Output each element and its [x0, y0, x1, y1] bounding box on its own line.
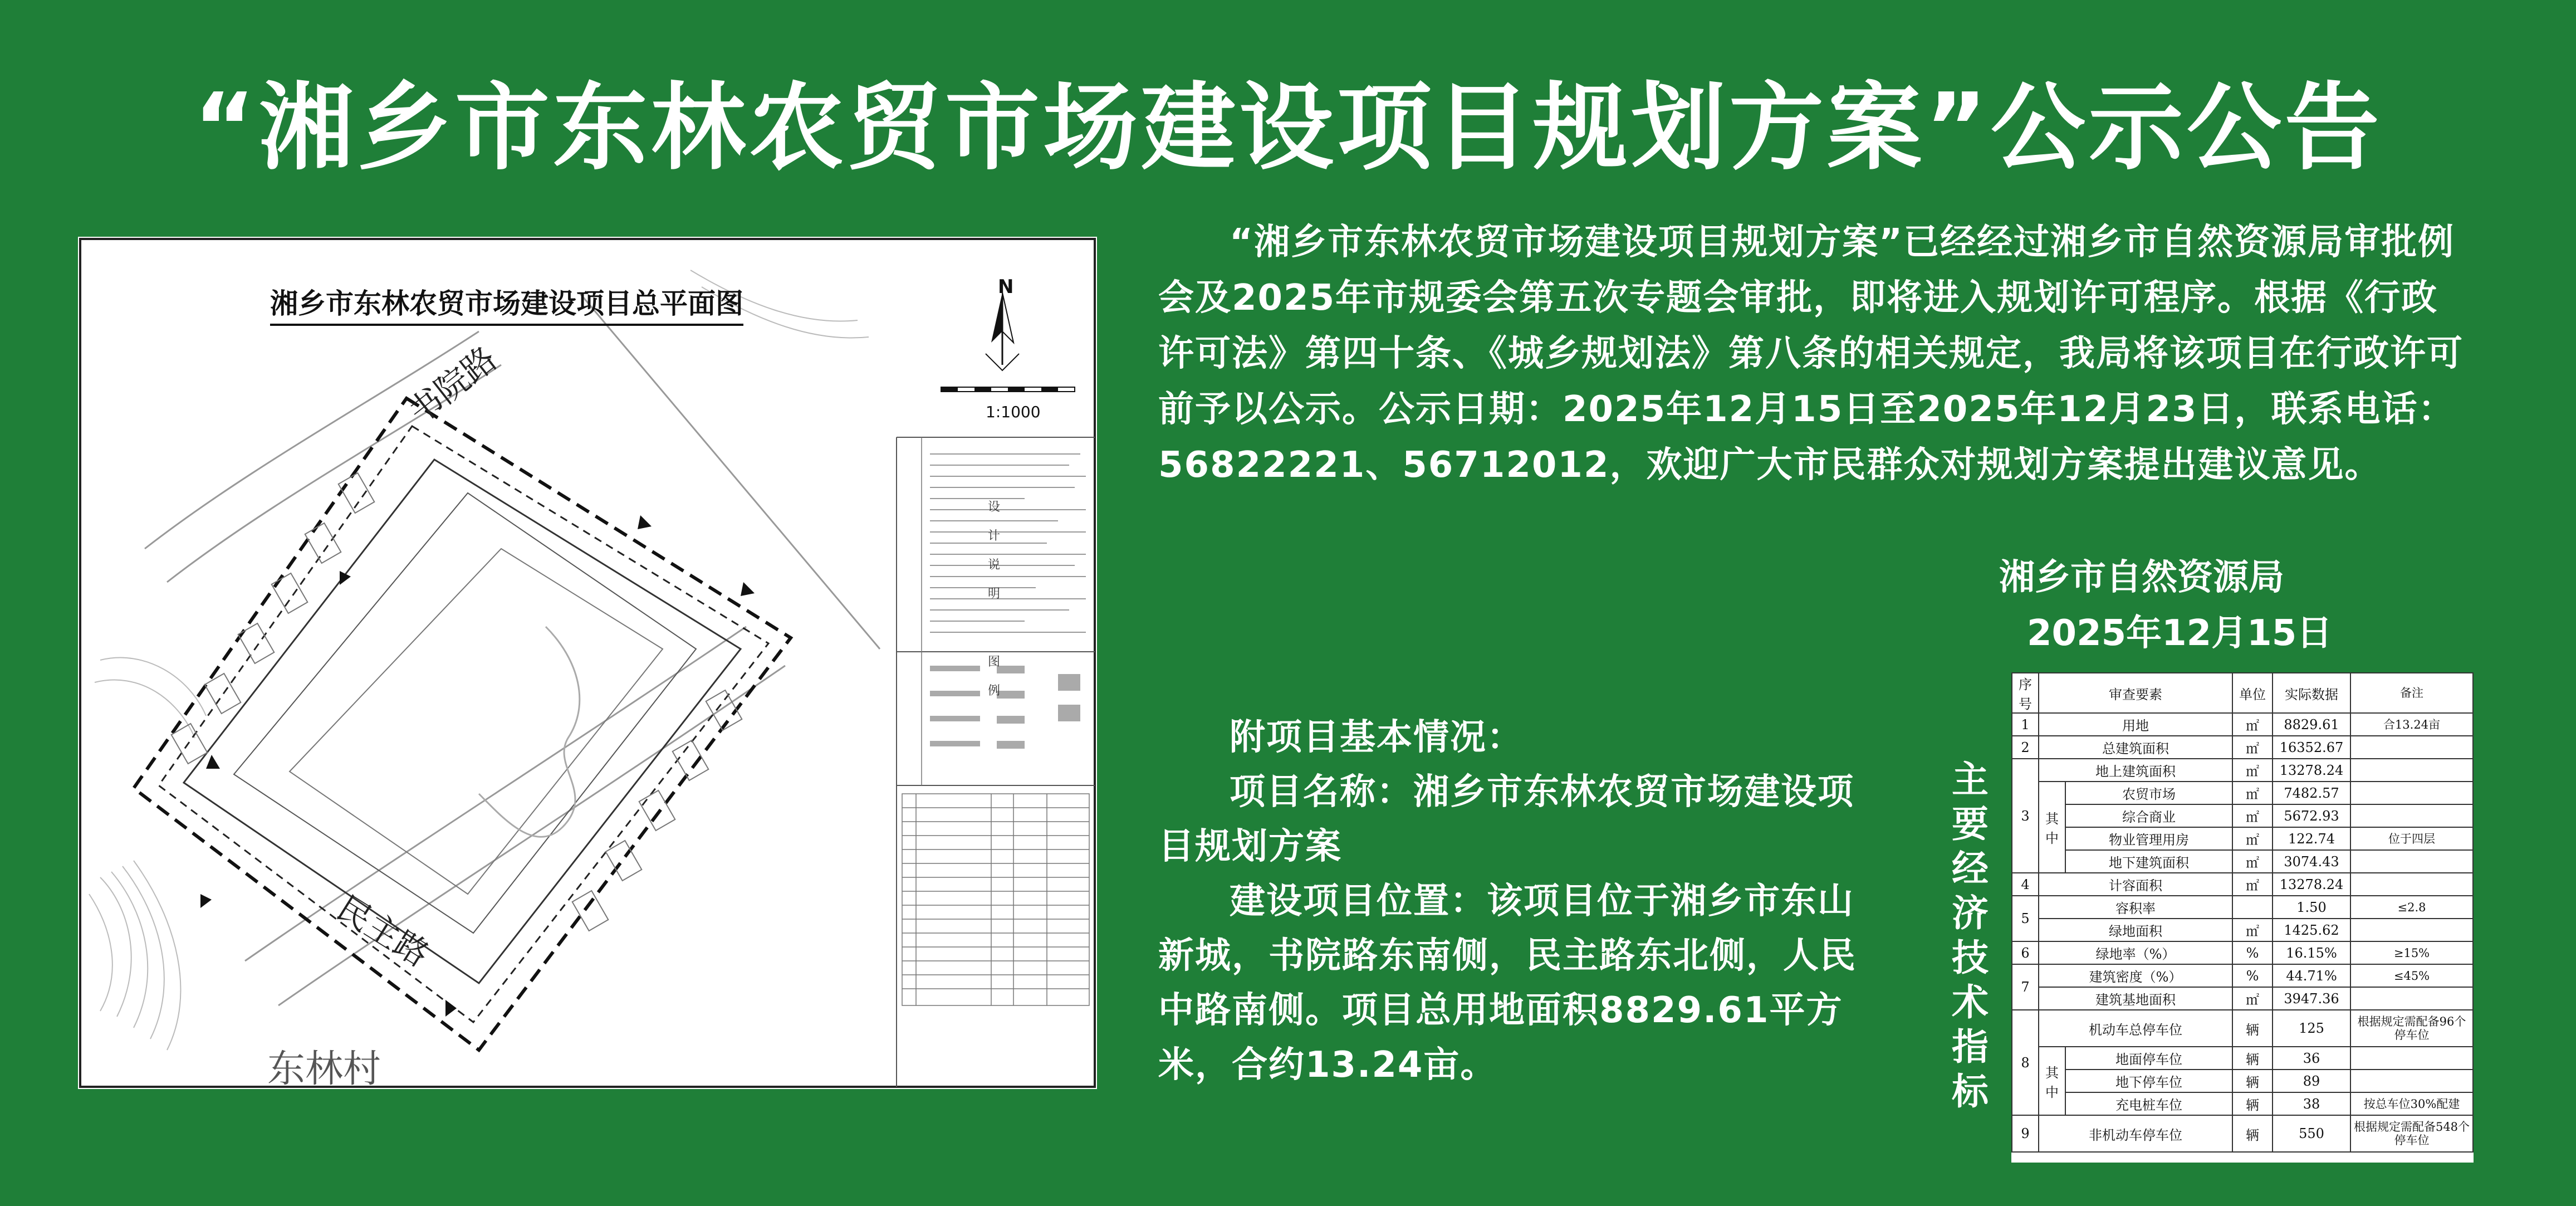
scale-label: 1:1000	[986, 403, 1041, 421]
legend-side-label	[983, 493, 1005, 706]
cell-unit	[2232, 896, 2273, 919]
site-plan-panel	[78, 237, 1097, 1089]
cell-no: 6	[2012, 941, 2039, 964]
cell-item: 物业管理用房	[2065, 827, 2232, 850]
cell-item: 地下停车位	[2065, 1070, 2232, 1092]
cell-data: 122.74	[2273, 827, 2350, 850]
side-char: 例	[987, 684, 1000, 698]
cell-data: 1.50	[2273, 896, 2350, 919]
cell-no: 8	[2012, 1010, 2039, 1115]
table-row	[2012, 804, 2473, 827]
cell-item: 充电桩车位	[2065, 1092, 2232, 1115]
cell-item: 绿地率（%）	[2039, 941, 2232, 964]
announcement-text	[1158, 214, 2467, 493]
page-title: “湘乡市东林农贸市场建设项目规划方案”公示公告	[193, 73, 2383, 183]
table-row	[2012, 1092, 2473, 1115]
header-unit: 单位	[2232, 673, 2273, 713]
table-row	[2012, 1010, 2473, 1047]
cell-no: 9	[2012, 1115, 2039, 1152]
cell-subgroup: 其中	[2039, 782, 2065, 873]
cell-note	[2350, 987, 2473, 1010]
indicator-table-panel	[2011, 672, 2474, 1163]
cell-data: 13278.24	[2273, 759, 2350, 782]
cell-note	[2350, 1047, 2473, 1070]
table-row	[2012, 873, 2473, 896]
road-label-minzhu: 民主路	[330, 888, 436, 975]
side-char: 明	[987, 587, 1000, 601]
table-row	[2012, 941, 2473, 964]
cell-data: 36	[2273, 1047, 2350, 1070]
cell-data: 125	[2273, 1010, 2350, 1047]
table-row	[2012, 919, 2473, 941]
cell-unit: ㎡	[2232, 804, 2273, 827]
header-no: 序号	[2012, 673, 2039, 713]
cell-item: 地上建筑面积	[2039, 759, 2232, 782]
village-label: 东林村	[267, 1047, 381, 1089]
cell-data: 5672.93	[2273, 804, 2350, 827]
project-location: 建设项目位置：该项目位于湘乡市东山新城，书院路东南侧，民主路东北侧，人民中路南侧。项目总用地面积8829.61平方米，合约13.24亩。	[1158, 881, 1857, 1086]
cell-note	[2350, 1070, 2473, 1092]
cell-unit: ㎡	[2232, 850, 2273, 873]
cell-unit: %	[2232, 964, 2273, 987]
road-label-shuyuan: 书院路	[401, 339, 505, 432]
cell-unit: %	[2232, 941, 2273, 964]
cell-note: 按总车位30%配建	[2350, 1092, 2473, 1115]
cell-item: 建筑基地面积	[2039, 987, 2232, 1010]
table-row	[2012, 987, 2473, 1010]
side-char: 设	[987, 500, 1000, 514]
side-char: 计	[987, 529, 1000, 543]
cell-data: 16352.67	[2273, 736, 2350, 759]
project-info-heading: 附项目基本情况：	[1230, 717, 1524, 758]
cell-unit: ㎡	[2232, 713, 2273, 736]
cell-unit: ㎡	[2232, 782, 2273, 804]
cell-data: 38	[2273, 1092, 2350, 1115]
cell-note: ≤2.8	[2350, 896, 2473, 919]
header-note: 备注	[2350, 673, 2473, 713]
table-header-row	[2012, 673, 2473, 713]
cell-unit: 辆	[2232, 1010, 2273, 1047]
cell-item: 用地	[2039, 713, 2232, 736]
cell-data: 89	[2273, 1070, 2350, 1092]
cell-item: 地面停车位	[2065, 1047, 2232, 1070]
issue-date: 2025年12月15日	[2027, 613, 2333, 654]
header-item: 审查要素	[2039, 673, 2232, 713]
cell-item: 综合商业	[2065, 804, 2232, 827]
table-row	[2012, 713, 2473, 736]
project-info	[1158, 710, 1882, 1092]
cell-no: 7	[2012, 964, 2039, 1010]
table-vertical-label: 主要经济技术指标	[1952, 758, 1989, 1113]
table-row	[2012, 1115, 2473, 1152]
cell-unit: ㎡	[2232, 919, 2273, 941]
cell-data: 8829.61	[2273, 713, 2350, 736]
cell-note: 位于四层	[2350, 827, 2473, 850]
cell-note	[2350, 736, 2473, 759]
project-name: 项目名称：湘乡市东林农贸市场建设项目规划方案	[1158, 772, 1854, 867]
side-char: 说	[987, 558, 1000, 572]
cell-note	[2350, 919, 2473, 941]
cell-subgroup: 其中	[2039, 1047, 2065, 1115]
cell-note	[2350, 804, 2473, 827]
cell-no: 2	[2012, 736, 2039, 759]
cell-item: 非机动车停车位	[2039, 1115, 2232, 1152]
cell-data: 7482.57	[2273, 782, 2350, 804]
issuing-organization: 湘乡市自然资源局	[1999, 557, 2284, 598]
cell-unit: ㎡	[2232, 873, 2273, 896]
cell-note: 根据规定需配备548个停车位	[2350, 1115, 2473, 1152]
cell-data: 13278.24	[2273, 873, 2350, 896]
indicator-table	[2011, 672, 2474, 1153]
cell-item: 农贸市场	[2065, 782, 2232, 804]
cell-data: 3074.43	[2273, 850, 2350, 873]
cell-data: 1425.62	[2273, 919, 2350, 941]
cell-no: 3	[2012, 759, 2039, 873]
cell-unit: 辆	[2232, 1115, 2273, 1152]
cell-no: 5	[2012, 896, 2039, 941]
cell-item: 绿地面积	[2039, 919, 2232, 941]
table-row	[2012, 1070, 2473, 1092]
table-row	[2012, 736, 2473, 759]
cell-note: ≥15%	[2350, 941, 2473, 964]
cell-no: 1	[2012, 713, 2039, 736]
header-data: 实际数据	[2273, 673, 2350, 713]
cell-data: 44.71%	[2273, 964, 2350, 987]
cell-note: 合13.24亩	[2350, 713, 2473, 736]
cell-unit: ㎡	[2232, 827, 2273, 850]
cell-data: 550	[2273, 1115, 2350, 1152]
north-arrow-label: N	[998, 276, 1014, 298]
cell-note	[2350, 759, 2473, 782]
cell-unit: ㎡	[2232, 987, 2273, 1010]
side-char: 图	[987, 655, 1000, 669]
cell-unit: ㎡	[2232, 736, 2273, 759]
cell-unit: 辆	[2232, 1047, 2273, 1070]
site-plan-drawing	[78, 237, 1097, 1089]
cell-note: 根据规定需配备96个停车位	[2350, 1010, 2473, 1047]
table-row	[2012, 850, 2473, 873]
cell-note: ≤45%	[2350, 964, 2473, 987]
cell-item: 地下建筑面积	[2065, 850, 2232, 873]
cell-note	[2350, 873, 2473, 896]
cell-no: 4	[2012, 873, 2039, 896]
cell-item: 计容面积	[2039, 873, 2232, 896]
cell-note	[2350, 782, 2473, 804]
announcement-paragraph: “湘乡市东林农贸市场建设项目规划方案”已经经过湘乡市自然资源局审批例会及2025年市规委会第五次专题会审批，即将进入规划许可程序。根据《行政许可法》第四十条、《城乡规划法》第八条的相关规定，我局将该项目在行政许可前予以公示。公示日期：2025年12月15日至2025年12月23日，联系电话：56822221、56712012，欢迎广大市民群众对规划方案提出建议意见。	[1158, 222, 2464, 486]
table-row	[2012, 1047, 2473, 1070]
cell-data: 3947.36	[2273, 987, 2350, 1010]
site-plan-title: 湘乡市东林农贸市场建设项目总平面图	[270, 281, 743, 326]
table-row	[2012, 896, 2473, 919]
cell-unit: 辆	[2232, 1070, 2273, 1092]
cell-note	[2350, 850, 2473, 873]
cell-item: 建筑密度（%）	[2039, 964, 2232, 987]
table-row	[2012, 782, 2473, 804]
cell-unit: ㎡	[2232, 759, 2273, 782]
table-row	[2012, 759, 2473, 782]
cell-data: 16.15%	[2273, 941, 2350, 964]
cell-unit: 辆	[2232, 1092, 2273, 1115]
cell-item: 机动车总停车位	[2039, 1010, 2232, 1047]
cell-item: 容积率	[2039, 896, 2232, 919]
table-row	[2012, 827, 2473, 850]
table-row	[2012, 964, 2473, 987]
cell-item: 总建筑面积	[2039, 736, 2232, 759]
